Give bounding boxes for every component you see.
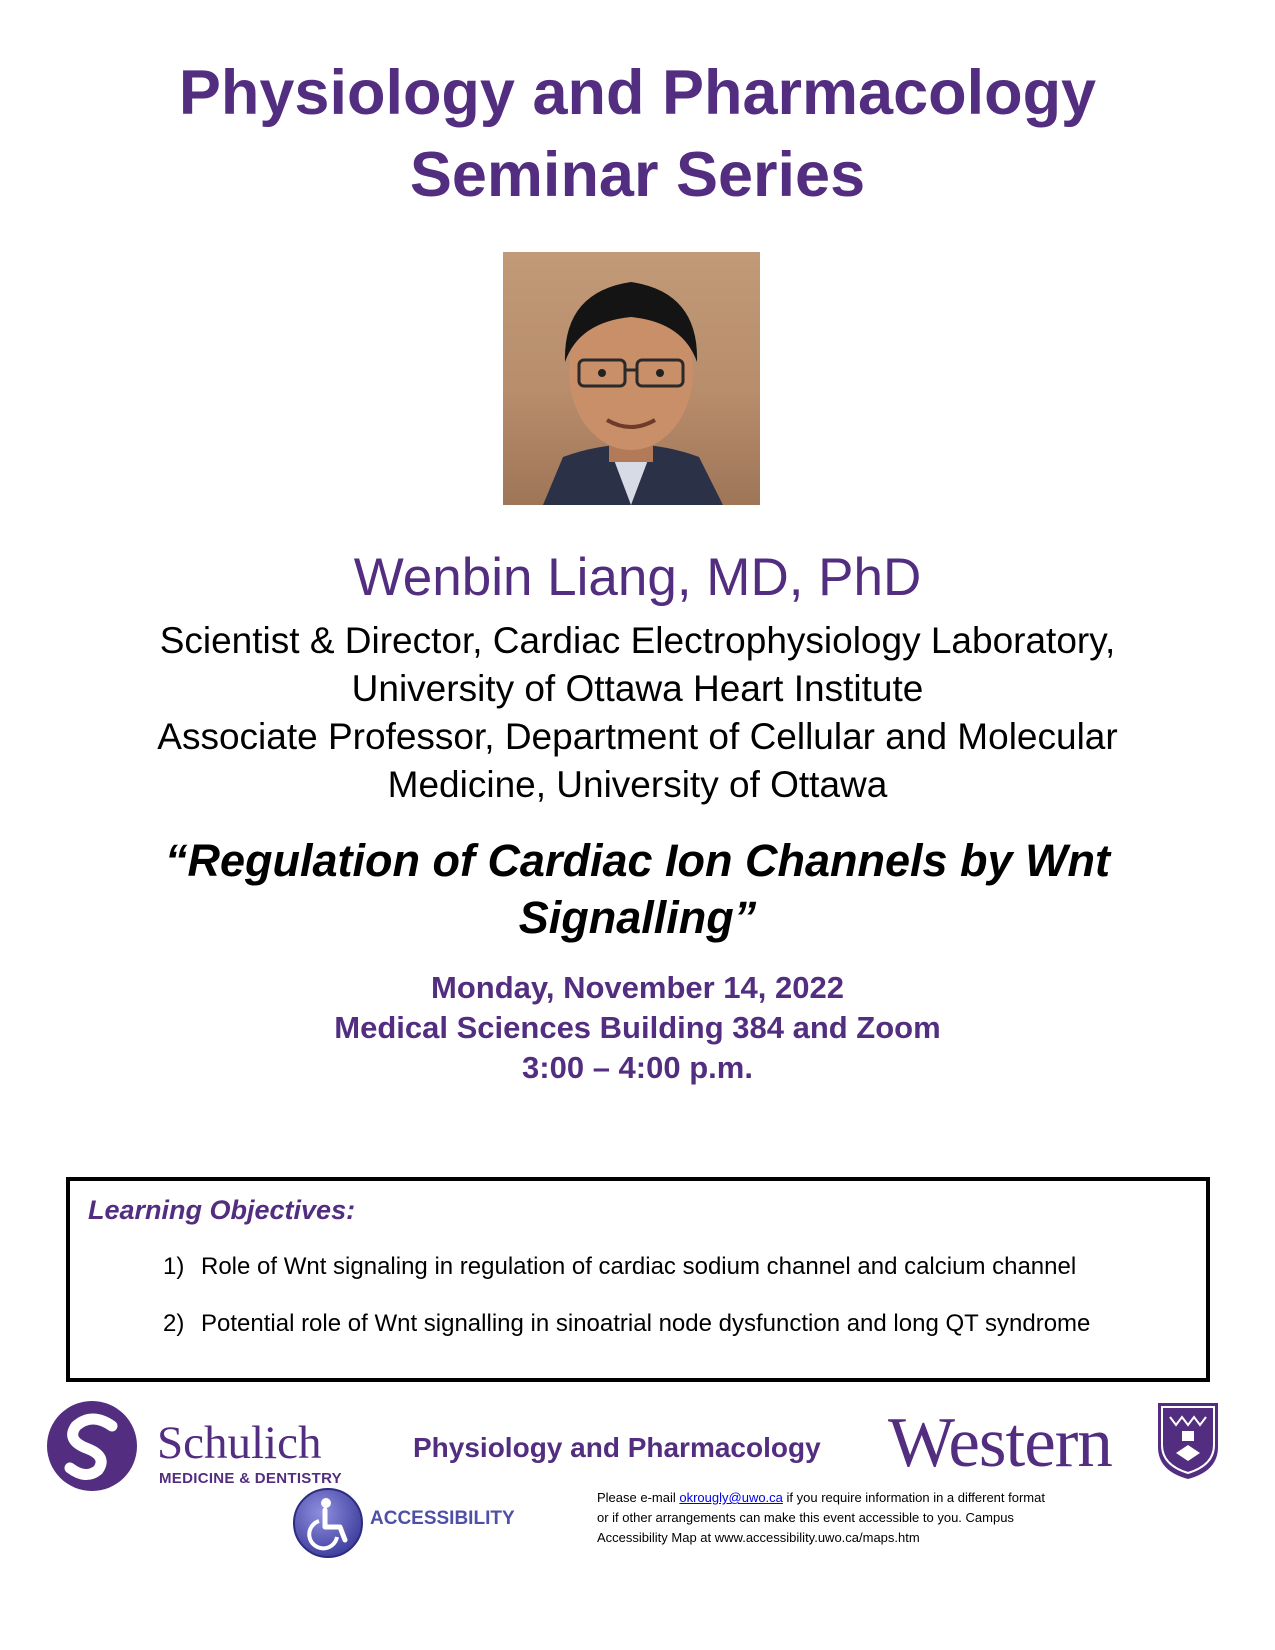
speaker-name: Wenbin Liang, MD, PhD xyxy=(353,548,922,607)
department-name: Physiology and Pharmacology xyxy=(413,1432,821,1463)
objective-number: 2) xyxy=(163,1310,185,1337)
objective-number: 1) xyxy=(163,1253,185,1280)
talk-title xyxy=(0,832,1275,946)
objective-text: Potential role of Wnt signalling in sinoatrial node dysfunction and long QT syndrome xyxy=(201,1310,1091,1337)
seminar-series-title xyxy=(0,52,1275,216)
western-crest-icon xyxy=(1156,1401,1220,1486)
speaker-photo xyxy=(503,252,760,505)
note-prefix: Please e-mail xyxy=(597,1490,680,1505)
schulich-subtitle: MEDICINE & DENTISTRY xyxy=(159,1470,342,1487)
note-line-1 xyxy=(597,1488,1117,1508)
event-time: 3:00 – 4:00 p.m. xyxy=(522,1050,753,1085)
title-line-1: Physiology and Pharmacology xyxy=(178,58,1097,128)
speaker-affiliation xyxy=(0,617,1275,809)
schulich-logo-icon xyxy=(46,1400,138,1497)
learning-objectives-heading: Learning Objectives: xyxy=(88,1195,356,1225)
western-wordmark: Western xyxy=(888,1404,1112,1482)
objective-item xyxy=(163,1310,1090,1338)
affiliation-line: Associate Professor, Department of Cellular and Molecular xyxy=(157,716,1118,757)
note-line-1-rest: if you require information in a different format xyxy=(782,1490,1045,1505)
accessibility-label: ACCESSIBILITY xyxy=(370,1508,515,1529)
event-location: Medical Sciences Building 384 and Zoom xyxy=(334,1010,941,1045)
talk-title-line-2: Signalling” xyxy=(518,892,757,943)
objective-item xyxy=(163,1253,1076,1281)
event-details xyxy=(0,968,1275,1088)
title-line-2: Seminar Series xyxy=(409,140,866,210)
note-line-2: or if other arrangements can make this event accessible to you. Campus xyxy=(597,1510,1014,1525)
schulich-name: Schulich xyxy=(157,1417,322,1469)
wheelchair-accessibility-icon xyxy=(292,1487,364,1564)
affiliation-line: Medicine, University of Ottawa xyxy=(387,764,888,805)
accessibility-note xyxy=(597,1488,1117,1548)
learning-objectives-box xyxy=(66,1177,1210,1382)
contact-email-link[interactable]: okrougly@uwo.ca xyxy=(679,1490,783,1505)
affiliation-line: Scientist & Director, Cardiac Electrophysiology Laboratory, xyxy=(159,620,1116,661)
note-line-3: Accessibility Map at www.accessibility.uwo.ca/maps.htm xyxy=(597,1530,920,1545)
affiliation-line: University of Ottawa Heart Institute xyxy=(351,668,924,709)
event-date: Monday, November 14, 2022 xyxy=(431,970,844,1005)
talk-title-line-1: “Regulation of Cardiac Ion Channels by Wnt xyxy=(164,835,1111,886)
objective-text: Role of Wnt signaling in regulation of cardiac sodium channel and calcium channel xyxy=(201,1253,1077,1280)
